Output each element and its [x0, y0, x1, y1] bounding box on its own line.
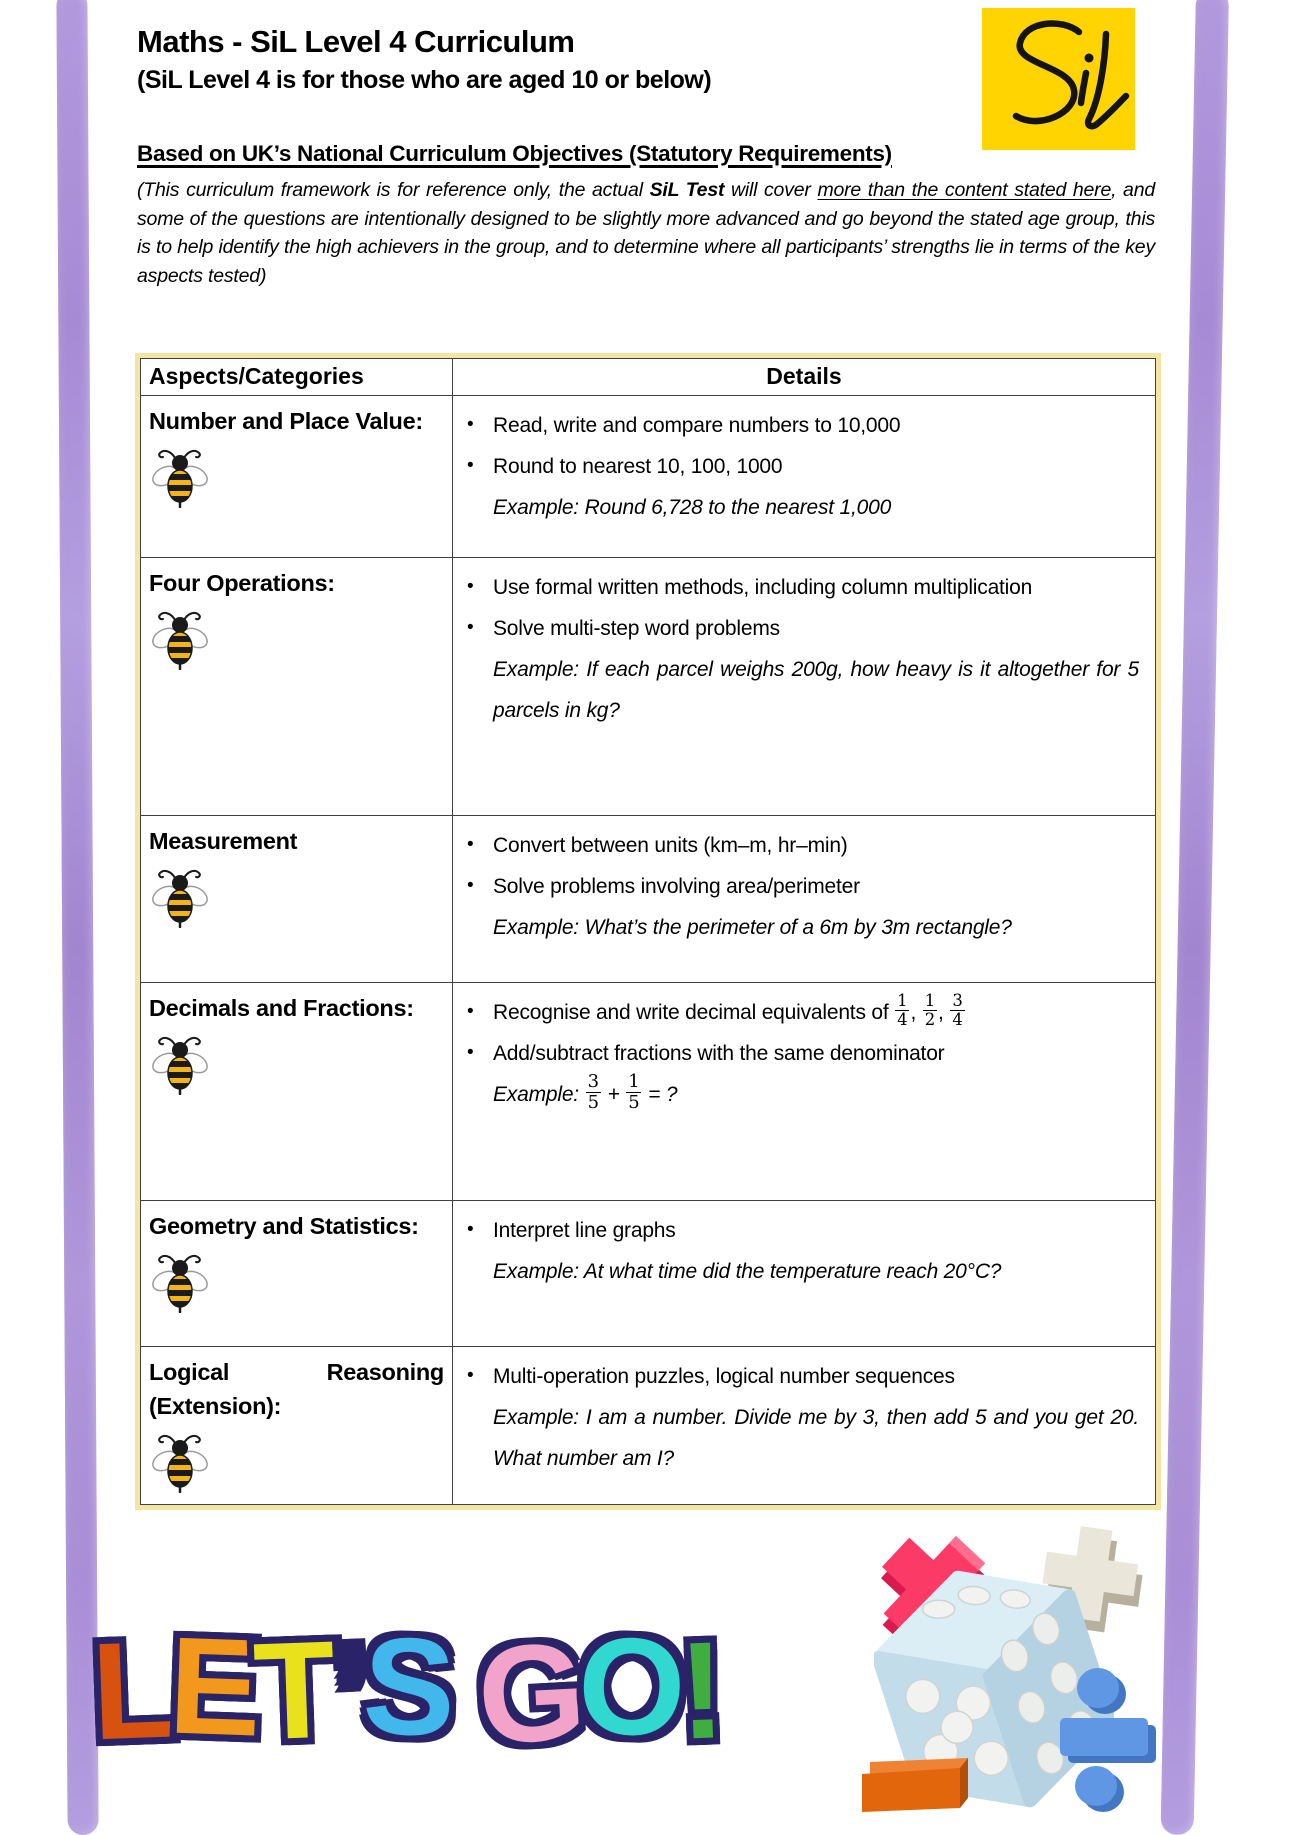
- bullet-text: Add/subtract fractions with the same denominator: [493, 1041, 945, 1065]
- fraction: [626, 1072, 641, 1113]
- bullet-icon: •: [467, 874, 474, 896]
- left-watercolor-stripe: [56, 0, 98, 1835]
- sil-logo-handwriting-icon: [982, 8, 1135, 150]
- example-label: Example:: [493, 1082, 579, 1106]
- list-item: [453, 568, 1139, 609]
- divide-icon: [1054, 1662, 1164, 1822]
- fraction-denominator: 2: [924, 1009, 936, 1029]
- category-label: Decimals and Fractions:: [149, 995, 414, 1021]
- table-header-row: [141, 359, 1156, 396]
- bullet-icon: •: [467, 414, 474, 435]
- sil-logo: [982, 8, 1135, 150]
- intro-paragraph: [137, 176, 1155, 291]
- intro-part3: , and some of the questions are intentionally designed to be slightly more advanced and go beyond the stated age group, this is to help identify the high achievers in the group, and to determine where all participants’ strengths lie in terms of the key aspects tested): [137, 179, 1155, 287]
- category-label: Geometry and Statistics:: [149, 1213, 419, 1239]
- intro-part1: (This curriculum framework is for reference only, the actual: [137, 179, 650, 201]
- curriculum-table: [135, 353, 1161, 1510]
- details-cell: [453, 983, 1156, 1201]
- fraction-denominator: 5: [628, 1091, 640, 1113]
- bullet-text: Use formal written methods, including column multiplication: [493, 576, 1033, 599]
- bullet-text: Solve problems involving area/perimeter: [493, 874, 860, 898]
- details-cell: [453, 396, 1156, 558]
- list-item: [453, 990, 1139, 1034]
- bullet-icon: •: [467, 616, 474, 638]
- fraction-denominator: 4: [952, 1009, 963, 1029]
- bullet-text: Read, write and compare numbers to 10,000: [493, 414, 901, 437]
- page-subtitle: (SiL Level 4 is for those who are aged 10 or below): [137, 66, 712, 94]
- lets-go-letter: S: [360, 1608, 451, 1766]
- list-item: [453, 447, 1139, 488]
- col-header-aspects: Aspects/Categories: [141, 359, 453, 396]
- bee-icon: [151, 1431, 444, 1502]
- bullet-icon: •: [467, 576, 474, 597]
- bee-icon: [151, 866, 444, 937]
- category-label: Four Operations:: [149, 570, 335, 596]
- details-cell: [453, 1201, 1156, 1347]
- details-cell: [453, 1347, 1156, 1505]
- bullet-icon: •: [467, 1219, 474, 1240]
- comma: ,: [910, 1001, 917, 1024]
- fraction: [950, 992, 964, 1029]
- lets-go-letter: [448, 1612, 478, 1771]
- bullet-text: Interpret line graphs: [493, 1219, 676, 1242]
- table-row: [141, 983, 1156, 1201]
- table-row: [141, 1347, 1156, 1505]
- bee-icon: [151, 608, 444, 679]
- details-cell: [453, 816, 1156, 983]
- lets-go-letter: O: [575, 1608, 682, 1766]
- lets-go-letter: G: [474, 1614, 583, 1774]
- category-cell-number-place-value: [141, 396, 453, 558]
- list-item: [453, 1211, 1139, 1252]
- fraction-denominator: 5: [587, 1091, 599, 1113]
- fraction-denominator: 4: [897, 1009, 908, 1029]
- bullet-icon: •: [467, 1001, 474, 1022]
- category-label: Logical Reasoning (Extension):: [149, 1359, 444, 1420]
- list-item: [453, 867, 1139, 908]
- list-item: [453, 1034, 1139, 1075]
- category-cell-geometry-statistics: [141, 1201, 453, 1347]
- example-text: Example: I am a number. Divide me by 3, then add 5 and you get 20. What number am I?: [493, 1405, 1139, 1470]
- bullet-text: Convert between units (km–m, hr–min): [493, 834, 848, 857]
- bee-icon: [151, 1033, 444, 1104]
- example-text: Example: If each parcel weighs 200g, how heavy is it altogether for 5 parcels in kg?: [493, 657, 1139, 722]
- bullet-icon: •: [467, 1041, 474, 1063]
- example-text: Example: What’s the perimeter of a 6m by 3m rectangle?: [493, 915, 1012, 939]
- list-item: [453, 1357, 1139, 1398]
- example-text: Example: At what time did the temperature reach 20°C?: [493, 1259, 1002, 1283]
- lets-go-wordart: [89, 1608, 752, 1774]
- list-item: [453, 826, 1139, 867]
- lets-go-letter: ’: [327, 1616, 368, 1772]
- bullet-icon: •: [467, 454, 474, 476]
- equals-text: = ?: [648, 1082, 678, 1106]
- section-heading: Based on UK’s National Curriculum Objectives (Statutory Requirements): [137, 141, 892, 166]
- bullet-text: Recognise and write decimal equivalents of: [493, 1001, 889, 1024]
- intro-bold: SiL Test: [649, 179, 725, 201]
- category-cell-four-operations: [141, 558, 453, 816]
- lets-go-letter: !: [676, 1613, 721, 1769]
- bee-icon: [151, 1251, 444, 1322]
- bullet-text: Solve multi-step word problems: [493, 616, 780, 640]
- intro-part2: will cover: [724, 179, 818, 201]
- bee-icon: [151, 446, 444, 517]
- bullet-icon: •: [467, 1365, 474, 1386]
- lets-go-letter: E: [166, 1608, 258, 1766]
- table-row: [141, 1201, 1156, 1347]
- fraction-numerator: 1: [628, 1071, 640, 1093]
- fraction-numerator: 1: [924, 990, 936, 1010]
- intro-underlined: more than the content stated here: [817, 179, 1112, 201]
- table-row: [141, 396, 1156, 558]
- bullet-text: Multi-operation puzzles, logical number sequences: [493, 1365, 955, 1388]
- category-cell-logical-reasoning: [141, 1347, 453, 1505]
- table-row: [141, 558, 1156, 816]
- fraction-numerator: 3: [952, 990, 963, 1010]
- bullet-text: Round to nearest 10, 100, 1000: [493, 454, 783, 478]
- category-cell-decimals-fractions: [141, 983, 453, 1201]
- fraction: [923, 992, 937, 1029]
- example-text: Example: Round 6,728 to the nearest 1,000: [493, 495, 892, 519]
- details-cell: [453, 558, 1156, 816]
- fraction: [586, 1072, 601, 1113]
- col-header-details: Details: [453, 359, 1156, 396]
- bullet-icon: •: [467, 834, 474, 855]
- category-label: Measurement: [149, 828, 298, 854]
- fraction: [895, 992, 909, 1029]
- example-text: [493, 1071, 1139, 1116]
- lets-go-letter: L: [89, 1612, 172, 1770]
- category-cell-measurement: [141, 816, 453, 983]
- list-item: [453, 406, 1139, 447]
- lets-go-letter: T: [251, 1612, 335, 1770]
- comma: ,: [938, 1001, 944, 1024]
- category-label: Number and Place Value:: [149, 408, 423, 434]
- minus-icon: [856, 1750, 976, 1820]
- fraction-numerator: 1: [897, 990, 908, 1010]
- table-row: [141, 816, 1156, 983]
- page-title: Maths - SiL Level 4 Curriculum: [137, 24, 575, 59]
- fraction-numerator: 3: [587, 1071, 599, 1093]
- plus-operator: +: [607, 1082, 620, 1106]
- maths-shapes-illustration: [856, 1512, 1186, 1822]
- list-item: [453, 609, 1139, 650]
